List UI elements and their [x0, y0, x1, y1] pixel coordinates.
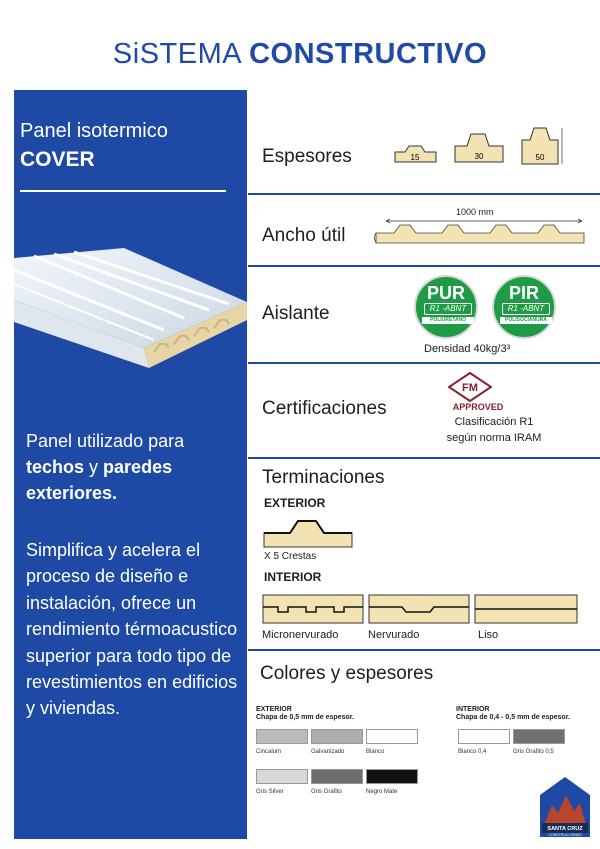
- exterior-profile-icon: [262, 517, 354, 549]
- exterior-swatch-label: Gris Grafito: [311, 789, 342, 795]
- ancho-dimension: 1000 mm: [456, 207, 494, 217]
- panel-profile-icon: [374, 217, 594, 249]
- divider: [20, 190, 226, 192]
- colores-label: Colores y espesores: [260, 663, 434, 684]
- exterior-swatch: [311, 769, 363, 784]
- row-certificaciones: [248, 364, 600, 459]
- interior-swatch: [513, 729, 565, 744]
- pir-badge-sub: R1 -ABNT: [502, 303, 550, 315]
- product-panel: [14, 90, 247, 839]
- section-colores: [248, 651, 600, 849]
- row-terminaciones: [248, 459, 600, 651]
- interior-swatch-label: Blanco 0,4: [458, 749, 487, 755]
- desc-exteriores: exteriores.: [26, 483, 118, 503]
- exterior-swatch: [366, 729, 418, 744]
- description-long: Simplifica y acelera el proceso de diseño e instalación, ofrece un rendimiento térmoacustico superior para todo tipo de revestimientos en edificios y viviendas.: [26, 540, 238, 719]
- liso-profile-icon: [474, 593, 578, 625]
- exterior-swatch-label: Blanco: [366, 749, 385, 755]
- thickness-15-label: 15: [410, 153, 420, 162]
- ancho-label: Ancho útil: [262, 225, 346, 246]
- row-espesores: [248, 92, 600, 195]
- liso-label: Liso: [478, 629, 499, 641]
- panel-illustration: [14, 240, 247, 380]
- exterior-swatch-label: Gris Silver: [256, 789, 284, 795]
- desc-paredes: paredes: [103, 457, 173, 477]
- pir-badge-band: POLISOCIANURA: [500, 317, 552, 324]
- certificaciones-label: Certificaciones: [262, 398, 387, 419]
- thickness-30-label: 30: [474, 152, 484, 161]
- logo-line2: CONSTRUCCIONES: [548, 833, 582, 837]
- exterior-swatch: [366, 769, 418, 784]
- nervurado-profile-icon: [368, 593, 470, 625]
- aislante-label: Aislante: [262, 303, 330, 324]
- desc-y: y: [84, 457, 104, 477]
- exterior-swatch: [256, 769, 308, 784]
- description-short: [26, 428, 241, 506]
- product-label: Panel isotermico: [20, 120, 168, 142]
- nervurado-label: Nervurado: [368, 629, 420, 641]
- exterior-caption: X 5 Crestas: [264, 551, 317, 562]
- interior-label: INTERIOR: [264, 570, 322, 584]
- exterior-label: EXTERIOR: [264, 496, 326, 510]
- logo-line1: SANTA CRUZ: [547, 826, 583, 832]
- pur-badge-name: PUR: [426, 283, 465, 303]
- row-aislante: [248, 267, 600, 364]
- espesores-label: Espesores: [262, 146, 352, 167]
- santa-cruz-logo: [538, 775, 592, 839]
- pur-badge: [414, 275, 478, 339]
- interior-swatch: [458, 729, 510, 744]
- title-bold: CONSTRUCTIVO: [249, 38, 488, 70]
- page-title: [0, 38, 600, 71]
- pur-badge-band: POLIURETANO: [422, 317, 474, 324]
- exterior-swatch-label: Negro Mate: [366, 789, 398, 795]
- micronervurado-label: Micronervurado: [262, 629, 339, 641]
- cert-line1: Clasificación R1: [454, 416, 534, 428]
- interior-swatch-label: Gris Grafito 0,5: [513, 749, 554, 755]
- colores-exterior-sub: Chapa de 0,5 mm de espesor.: [256, 714, 355, 721]
- terminaciones-label: Terminaciones: [262, 467, 385, 488]
- exterior-swatch: [256, 729, 308, 744]
- exterior-swatch-label: Cincalum: [256, 749, 282, 755]
- thickness-15-icon: [393, 136, 438, 164]
- thickness-50-label: 50: [535, 153, 545, 162]
- colores-interior-sub: Chapa de 0,4 - 0,5 mm de espesor.: [456, 714, 570, 721]
- fm-logo-text: FM: [462, 382, 478, 394]
- desc-line-a: Panel utilizado para: [26, 431, 185, 451]
- thickness-30-icon: [453, 130, 505, 164]
- product-name: COVER: [20, 148, 95, 171]
- row-ancho-util: [248, 195, 600, 267]
- pir-badge-name: PIR: [508, 283, 539, 303]
- colores-interior-head: INTERIOR: [456, 706, 490, 713]
- pir-badge: [492, 275, 556, 339]
- fm-approved: APPROVED: [452, 402, 504, 412]
- thickness-50-icon: [520, 126, 568, 166]
- fm-diamond-icon: [448, 372, 492, 402]
- exterior-swatch: [311, 729, 363, 744]
- density-text: Densidad 40kg/3³: [424, 343, 511, 355]
- colores-exterior-head: EXTERIOR: [256, 706, 292, 713]
- micronervurado-profile-icon: [262, 593, 364, 625]
- pur-badge-sub: R1 -ABNT: [424, 303, 472, 315]
- desc-techos: techos: [26, 457, 85, 477]
- exterior-swatch-label: Galvanizado: [311, 749, 345, 755]
- title-light: SiSTEMA: [112, 38, 241, 70]
- cert-line2: según norma IRAM: [446, 432, 542, 444]
